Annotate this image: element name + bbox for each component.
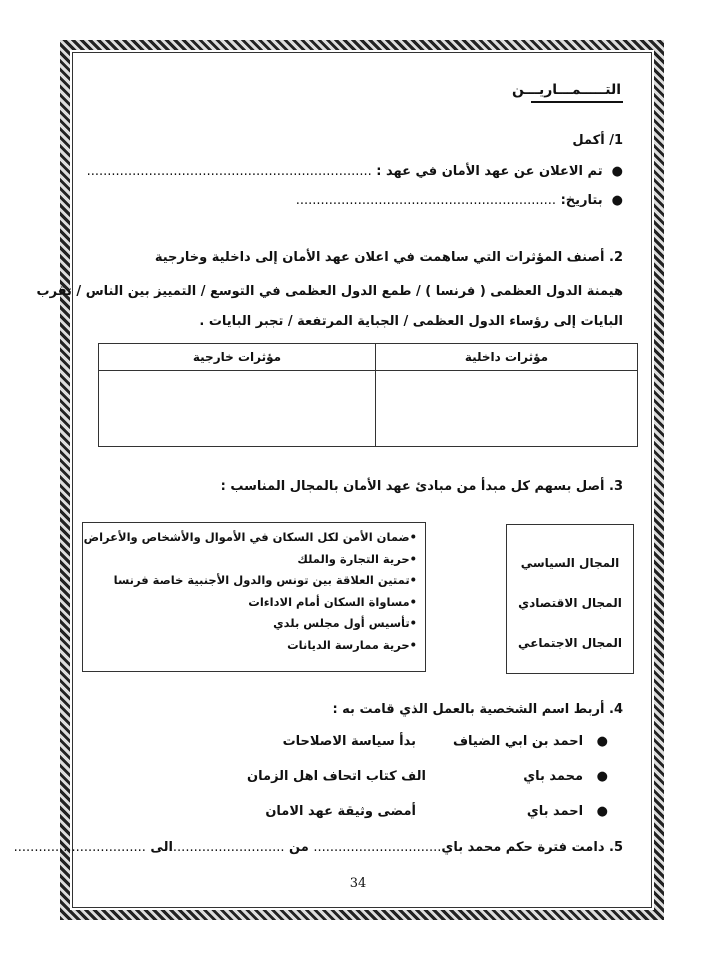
principle-item[interactable]: •تأسيس أول مجلس بلدي: [273, 616, 417, 631]
q1-item-2-blank[interactable]: ...............................................................: [295, 193, 557, 208]
q1-item-2-label: بتاريخ:: [560, 193, 603, 208]
bullet-icon: ●: [602, 164, 623, 179]
q1-item-1-label: تم الاعلان عن عهد الأمان في عهد :: [376, 164, 603, 179]
q4-person-3[interactable]: ● احمد باي: [526, 804, 608, 819]
bullet-icon: ●: [583, 734, 608, 749]
bullet-icon: ●: [583, 769, 608, 784]
q3-heading: 3. أصل بسهم كل مبدأ من مبادئ عهد الأمان بالمجال المناسب :: [220, 479, 623, 494]
q1-heading: 1/ أكمل: [572, 133, 623, 148]
bullet-icon: ●: [583, 804, 608, 819]
q2-line-2: البايات إلى رؤساء الدول العظمى / الجباية المرتفعة / تجبر البايات .: [199, 314, 623, 329]
bullet-icon: ●: [602, 193, 623, 208]
q5-from: من: [289, 840, 309, 855]
page-title: التـــــمـــاريـــن: [512, 82, 621, 98]
q5-blank-3[interactable]: ................................: [13, 840, 146, 855]
domain-economic[interactable]: المجال الاقتصادي: [518, 596, 622, 610]
q5-blank-1[interactable]: ...............................: [313, 840, 442, 855]
principles-box: [82, 522, 426, 672]
q2-line-1: هيمنة الدول العظمى ( فرنسا ) / طمع الدول العظمى في التوسع / التمييز بين الناس / تقرب: [36, 284, 623, 299]
q2-heading: 2. أصنف المؤثرات التي ساهمت في اعلان عهد الأمان إلى داخلية وخارجية: [154, 250, 623, 265]
domain-political[interactable]: المجال السياسي: [520, 556, 620, 570]
q5-blank-2[interactable]: ...........................: [172, 840, 285, 855]
q1-item-1: [87, 164, 623, 179]
domain-social[interactable]: المجال الاجتماعي: [518, 636, 622, 650]
q5-line: [14, 840, 623, 855]
external-answer-cell[interactable]: [99, 371, 376, 447]
page-number: 34: [349, 876, 367, 891]
q4-heading: 4. أربط اسم الشخصية بالعمل الذي قامت به :: [332, 702, 623, 717]
q5-to: الى: [150, 840, 173, 855]
title-underline: [531, 101, 623, 103]
classification-table: [98, 343, 638, 447]
q1-item-2: [296, 193, 623, 208]
principle-item[interactable]: •ضمان الأمن لكل السكان في الأموال والأشخاص والأعراض: [83, 530, 417, 544]
q1-item-1-blank[interactable]: .....................................................................: [86, 164, 372, 179]
q4-work-3[interactable]: أمضى وثيقة عهد الامان: [265, 804, 416, 819]
q4-work-2[interactable]: الف كتاب اتحاف اهل الزمان: [247, 769, 426, 784]
principle-item[interactable]: •حرية التجارة والملك: [297, 551, 417, 566]
q4-person-2[interactable]: ● محمد باي: [523, 769, 608, 784]
q5-text: 5. دامت فترة حكم محمد باي: [441, 840, 623, 855]
principle-item[interactable]: •تمتين العلاقة بين تونس والدول الأجنبية خاصة فرنسا: [113, 573, 417, 588]
q4-work-1[interactable]: بدأ سياسة الاصلاحات: [282, 734, 416, 749]
col-internal-header: مؤثرات داخلية: [375, 344, 637, 371]
principle-item[interactable]: •مساواة السكان أمام الاداءات: [248, 594, 417, 609]
col-external-header: مؤثرات خارجية: [99, 344, 376, 371]
internal-answer-cell[interactable]: [375, 371, 637, 447]
q4-person-1[interactable]: ● احمد بن ابي الضياف: [452, 734, 608, 749]
domains-box: [506, 524, 634, 674]
principle-item[interactable]: •حرية ممارسة الديانات: [287, 637, 417, 652]
